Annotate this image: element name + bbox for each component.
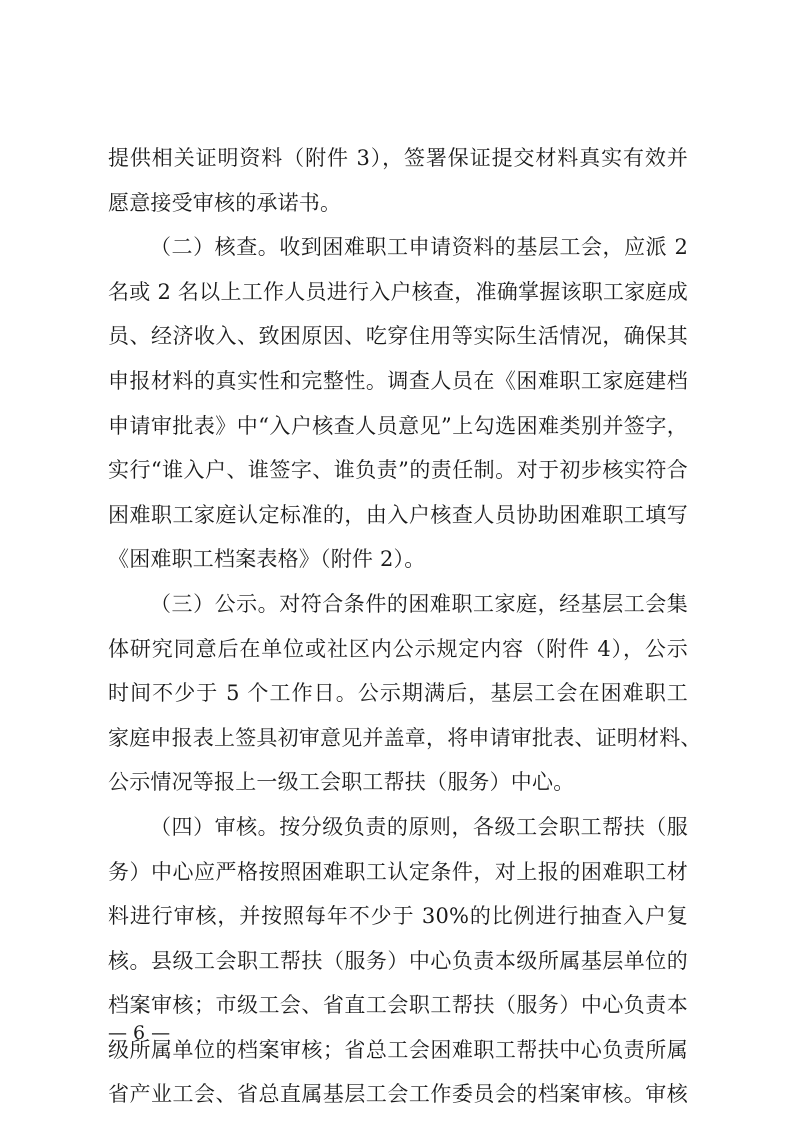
text-line: 料进行审核，并按照每年不少于 30%的比例进行抽查入户复 bbox=[108, 904, 688, 929]
text-line: 家庭申报表上签具初审意见并盖章，将申请审批表、证明材料、 bbox=[108, 725, 702, 750]
text-line: 申报材料的真实性和完整性。调查人员在《困难职工家庭建档 bbox=[108, 368, 688, 393]
text-line: 愿意接受审核的承诺书。 bbox=[108, 190, 342, 215]
text-line: 名或 2 名以上工作人员进行入户核查，准确掌握该职工家庭成 bbox=[108, 279, 688, 304]
text-line: 档案审核；市级工会、省直工会职工帮扶（服务）中心负责本 bbox=[108, 993, 688, 1018]
text-line: 实行“谁入户、谁签字、谁负责”的责任制。对于初步核实符合 bbox=[108, 458, 688, 483]
text-line: 提供相关证明资料（附件 3），签署保证提交材料真实有效并 bbox=[108, 146, 688, 170]
text-line: 申请审批表》中“入户核查人员意见”上勾选困难类别并签字， bbox=[108, 413, 688, 438]
text-line: 《困难职工档案表格》（附件 2）。 bbox=[108, 547, 426, 572]
text-line: 员、经济收入、致困原因、吃穿住用等实际生活情况，确保其 bbox=[108, 324, 688, 349]
text-line: （四）审核。按分级负责的原则，各级工会职工帮扶（服 bbox=[150, 814, 688, 839]
page-number: — 6 — bbox=[108, 1022, 171, 1044]
text-line: （三）公示。对符合条件的困难职工家庭，经基层工会集 bbox=[150, 591, 688, 616]
text-line: 核。县级工会职工帮扶（服务）中心负责本级所属基层单位的 bbox=[108, 948, 688, 973]
text-line: 公示情况等报上一级工会职工帮扶（服务）中心。 bbox=[108, 770, 575, 795]
text-line: 困难职工家庭认定标准的，由入户核查人员协助困难职工填写 bbox=[108, 502, 688, 527]
text-line: 级所属单位的档案审核；省总工会困难职工帮扶中心负责所属 bbox=[108, 1037, 688, 1062]
text-line: 省产业工会、省总直属基层工会工作委员会的档案审核。审核 bbox=[108, 1082, 688, 1107]
body-text bbox=[108, 136, 702, 1117]
text-line: 时间不少于 5 个工作日。公示期满后，基层工会在困难职工 bbox=[108, 681, 688, 706]
text-line: 体研究同意后在单位或社区内公示规定内容（附件 4），公示 bbox=[108, 636, 688, 661]
text-line: 务）中心应严格按照困难职工认定条件，对上报的困难职工材 bbox=[108, 859, 688, 884]
text-line: （二）核查。收到困难职工申请资料的基层工会，应派 2 bbox=[150, 235, 688, 260]
